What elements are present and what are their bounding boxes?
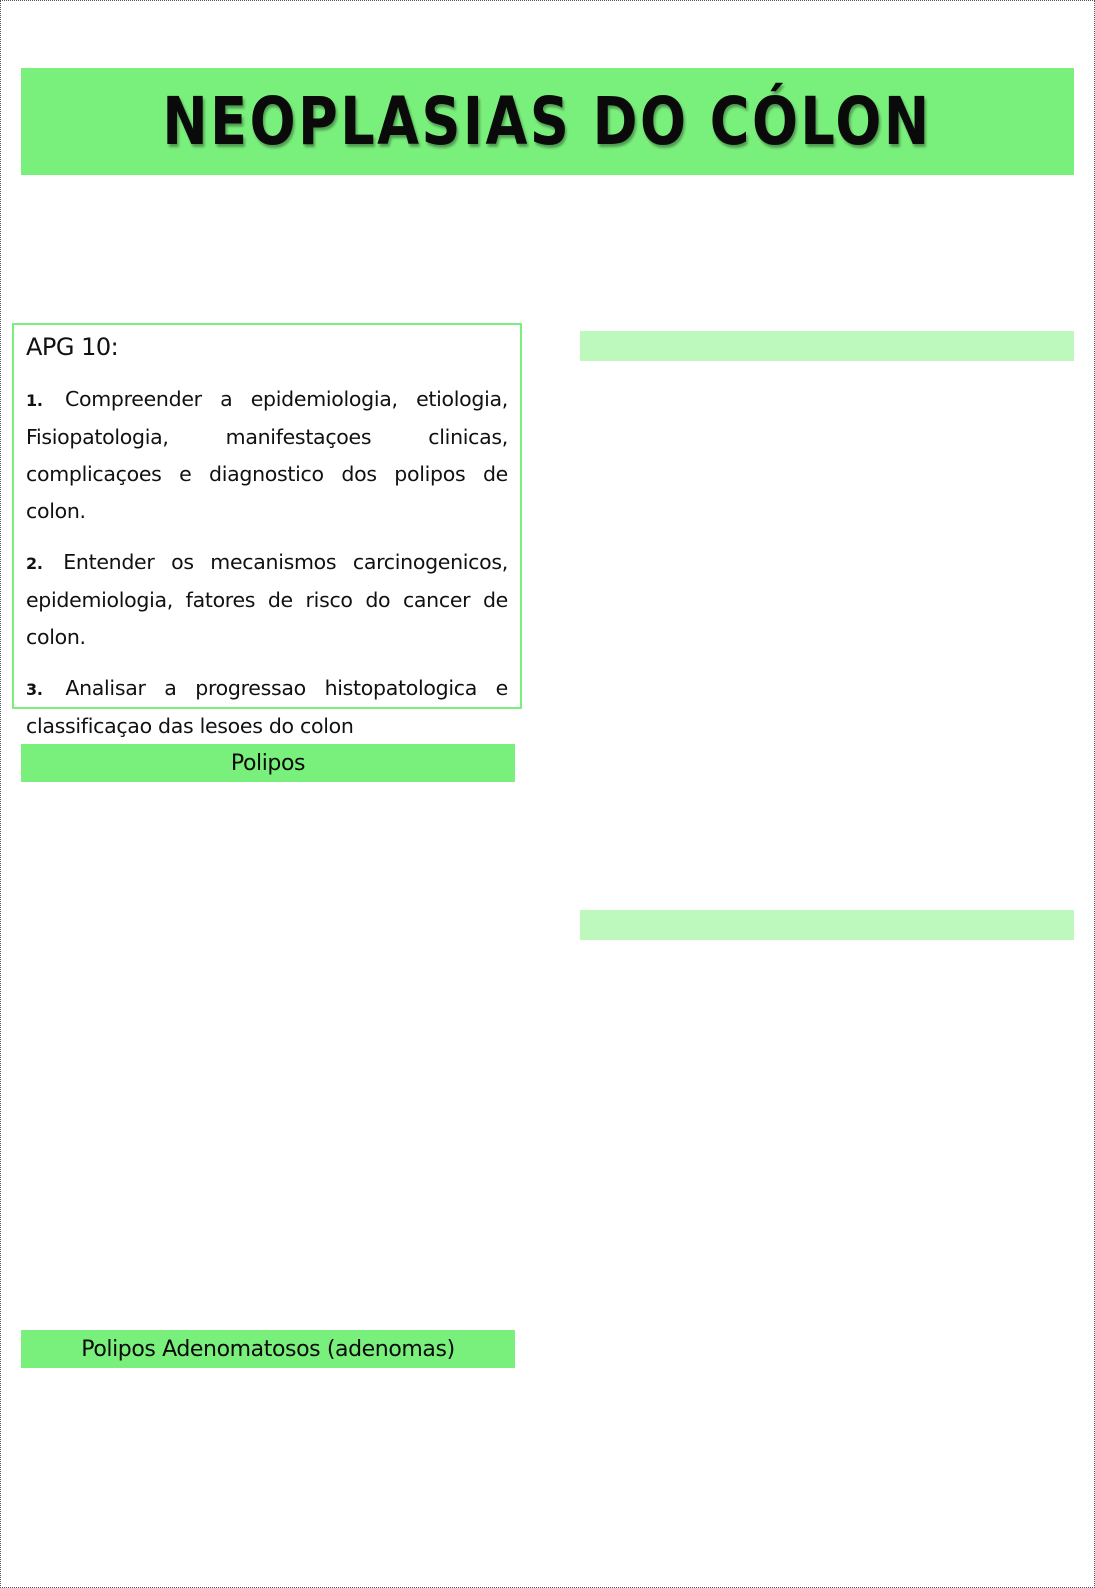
title-banner: [21, 68, 1074, 175]
objective-text: Entender os mecanismos carcinogenicos, epidemiologia, fatores de risco do cancer de colon.: [26, 550, 508, 649]
objective-text: Compreender a epidemiologia, etiologia, Fisiopatologia, manifestaçoes clinicas, complicaçoes e diagnostico dos polipos de colon.: [26, 387, 508, 523]
section-header-bar: [580, 910, 1074, 940]
objective-item: [26, 670, 508, 745]
objective-item: [26, 544, 508, 656]
objective-number: 1.: [26, 391, 43, 410]
objective-text: Analisar a progressao histopatologica e classificaçao das lesoes do colon: [26, 676, 508, 738]
objective-number: 3.: [26, 680, 43, 699]
objective-number: 2.: [26, 554, 43, 573]
objectives-box: [12, 323, 522, 738]
page-title: NEOPLASIAS DO CÓLON: [162, 83, 933, 160]
section-header-polipos-adenomatosos: Polipos Adenomatosos (adenomas): [21, 1330, 515, 1368]
section-header-polipos: Polipos: [21, 744, 515, 782]
objective-item: [26, 381, 508, 530]
section-header-bar: [580, 331, 1074, 361]
objectives-heading: APG 10:: [26, 333, 119, 361]
